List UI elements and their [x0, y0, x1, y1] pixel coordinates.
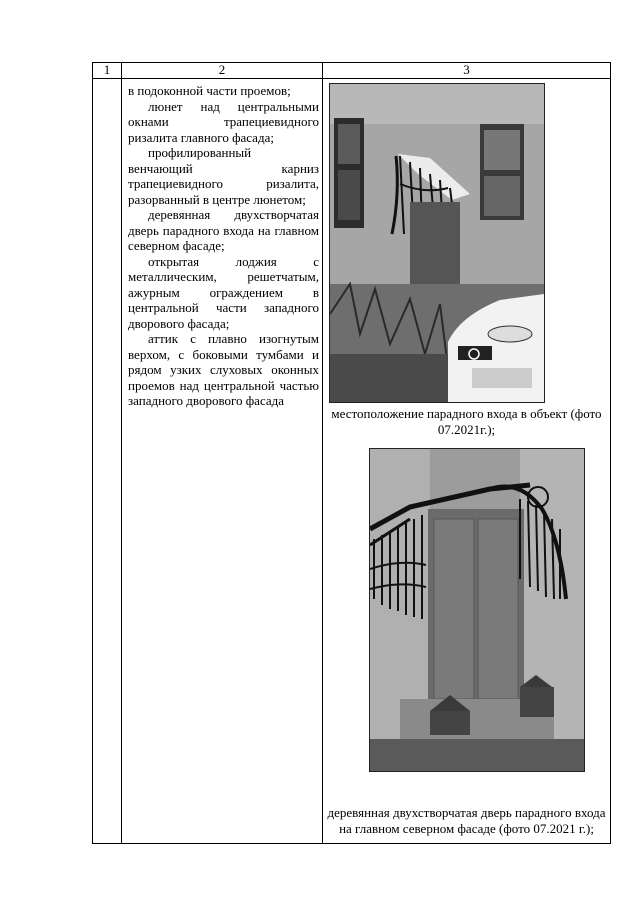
header-col-2: 2 — [122, 63, 323, 79]
table-header-row — [93, 63, 611, 79]
description-paragraph: в подоконной части проемов; — [128, 83, 291, 98]
description-paragraph: профилированный венчающий карниз трапециевидного ризалита, разорванный в центре люнетом; — [128, 145, 319, 207]
table-body-row — [93, 79, 611, 844]
description-paragraph: деревянная двухстворчатая дверь парадного входа на главном северном фасаде; — [128, 207, 319, 253]
document-table — [92, 62, 611, 844]
photo-cell — [323, 79, 611, 844]
photo-caption-2: деревянная двухстворчатая дверь парадного входа на главном северном фасаде (фото 07.2021 г.); — [327, 805, 606, 836]
description-paragraph: открытая лоджия с металлическим, решетчатым, ажурным ограждением в центральной части западного дворового фасада; — [128, 253, 319, 331]
header-col-3: 3 — [323, 63, 611, 79]
header-col-1: 1 — [93, 63, 122, 79]
description-cell — [122, 79, 323, 844]
entrance-door-photo — [369, 448, 585, 772]
description-paragraph: аттик с плавно изогнутым верхом, с боковыми тумбами и рядом узких слуховых оконных проемов над центральной частью западного дворового фасада — [128, 331, 319, 408]
facade-entrance-photo — [329, 83, 545, 403]
description-paragraph: люнет над центральными окнами трапециевидного ризалита главного фасада; — [128, 98, 319, 145]
empty-number-cell — [93, 79, 122, 844]
photo-caption-1: местоположение парадного входа в объект (фото 07.2021г.); — [331, 406, 602, 437]
